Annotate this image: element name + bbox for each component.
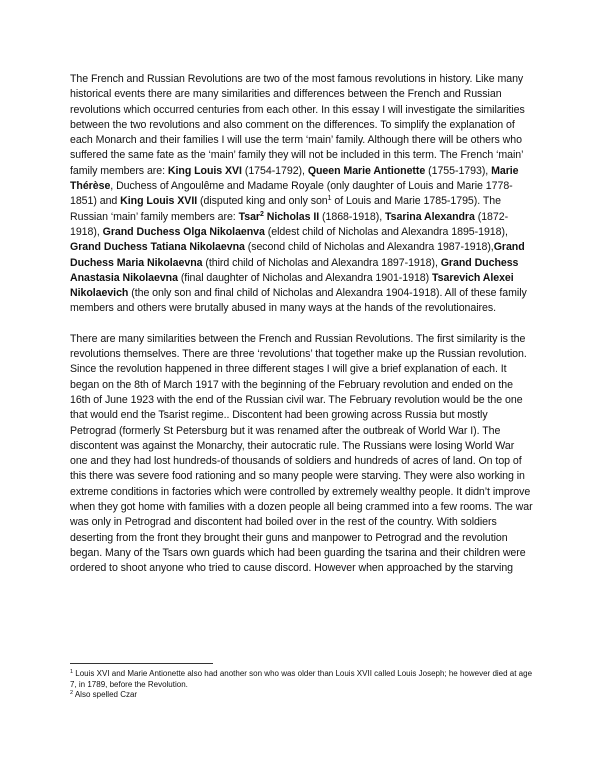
footnote-text: Louis XVI and Marie Antionette also had another son who was older than Louis XVII called Louis Joseph; he however died at age 7, in 1789, before the Revolution. xyxy=(70,669,533,689)
text-run: (eldest child of Nicholas and Alexandra 1895-1918), xyxy=(264,225,508,238)
name-marie-therese: Marie Thérèse xyxy=(70,164,519,193)
name-tsar-nicholas-ii xyxy=(239,211,320,223)
footnotes xyxy=(70,669,533,701)
text-run: The French and Russian Revolutions are two of the most famous revolutions in history. Like many historical events there are many similarities and differences between the French and Russian revolutions which occurred centuries from each other. In this essay I will investigate the similarities between the two revolutions and also comment on the differences. To simplify the explanation of each Monarch and their families I will use the term ‘main’ family. Although there will be others who suffered the same fate as the ‘main’ family they will not be included in this term. The French ‘main’ family members are: xyxy=(70,73,525,177)
name-grand-duchess-maria: Grand Duchess Maria Nikolaevna xyxy=(70,241,525,269)
text-run: (disputed king and only son xyxy=(197,195,328,208)
text-run: (third child of Nicholas and Alexandra 1897-1918), xyxy=(202,256,441,269)
text-run: of Louis and Marie 1785-1795). The Russian ‘main’ family members are: xyxy=(70,195,501,223)
footnote-number: 2 xyxy=(70,690,74,697)
text-run: (the only son and final child of Nicholas and Alexandra 1904-1918). All of these family members and others were brutally abused in many ways at the hands of the revolutionaires. xyxy=(70,287,527,315)
name-grand-duchess-olga: Grand Duchess Olga Nikolaenva xyxy=(102,225,265,238)
footnote-2 xyxy=(70,690,533,701)
footnote-separator xyxy=(70,663,213,664)
footnote-ref-1[interactable]: 1 xyxy=(327,195,332,203)
footnote-text: Also spelled Czar xyxy=(73,690,138,700)
name-tsarevich-alexei: Tsarevich Alexei Nikolaevich xyxy=(70,271,514,300)
footnote-number: 1 xyxy=(70,669,74,675)
footnote-1 xyxy=(70,669,533,690)
name-king-louis-xvi: King Louis XVI xyxy=(167,164,242,177)
text-run: (1755-1793), xyxy=(425,164,492,177)
name-grand-duchess-anastasia: Grand Duchess Anastasia Nikolaevna xyxy=(70,256,519,284)
name-grand-duchess-tatiana: Grand Duchess Tatiana Nikolaevna xyxy=(70,241,245,254)
text-run: (1868-1918), xyxy=(319,210,386,223)
text-run: (1872-1918), xyxy=(70,210,509,238)
footnote-ref-2[interactable]: 2 xyxy=(259,210,264,218)
paragraph-similarities: There are many similarities between the French and Russian Revolutions. The first similarity is the revolutions themselves. There are three ‘revolutions’ that together make up the Russian revolution. Since the revolution happened in three different stages I will give a brief explanation of each. It began on the 8th of March 1917 with the beginning of the February revolution and ended on the 16th of June 1923 with the end of the Russian civil war. The February revolution would be the one that would end the Tsarist regime.. Discontent had been growing across Russia but mostly Petrograd (formerly St Petersburg but it was renamed after the outbreak of World War I). The discontent was against the Monarchy, their autocratic rule. The Russians were losing World War one and they had lost hundreds-of thousands of soldiers and hundreds of acres of land. On top of this there was severe food rationing and so many people were starving. They were also working in extreme conditions in factories which were controlled by extremely wealthy people. It didn’t improve when they got home with families with a dozen people all being crammed into a few rooms. The war was only in Petrograd and discontent had boiled over in the rest of the country. With soldiers deserting from the front they brought their guns and manpower to Petrograd and the revolution began. Many of the Tsars own guards which had been guarding the tsarina and their children were ordered to shoot anyone who tried to cause discord. However when approached by the starving xyxy=(70,332,533,575)
text-run: , Duchess of Angoulême and Madame Royale (only daughter of Louis and Marie 1778-1851) and xyxy=(70,180,513,208)
text-run: (final daughter of Nicholas and Alexandra 1901-1918) xyxy=(177,271,433,284)
text-run: Nicholas II xyxy=(263,210,320,223)
text-run: (1754-1792), xyxy=(241,164,308,177)
paragraph-introduction xyxy=(70,72,533,317)
text-run: (second child of Nicholas and Alexandra 1987-1918), xyxy=(244,241,494,254)
text-run: Tsar xyxy=(238,210,260,223)
name-king-louis-xvii: King Louis XVII xyxy=(120,195,198,208)
body-text xyxy=(70,72,533,577)
name-queen-marie-antionette: Queen Marie Antionette xyxy=(307,164,426,177)
name-tsarina-alexandra: Tsarina Alexandra xyxy=(385,210,475,223)
